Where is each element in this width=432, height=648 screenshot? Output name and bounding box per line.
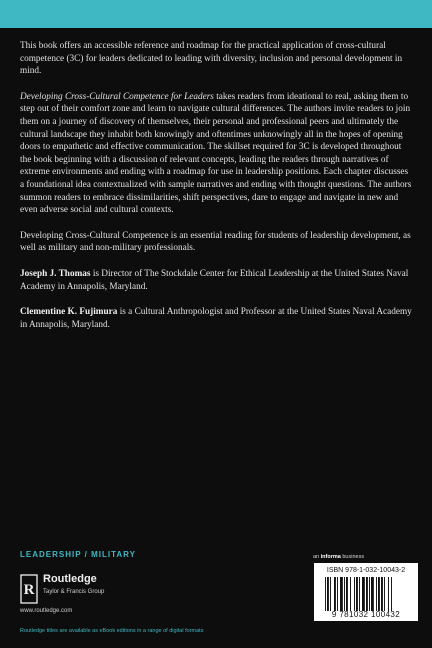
publisher-url: www.routledge.com xyxy=(20,608,73,614)
barcode-bar xyxy=(327,577,329,611)
isbn-number: ISBN 978-1-032-10043-2 xyxy=(326,567,406,574)
barcode-bar xyxy=(325,577,326,611)
informa-suffix: business xyxy=(340,554,365,560)
publisher-name: Routledge xyxy=(43,573,97,585)
barcode-bar xyxy=(346,577,348,611)
barcode-bar xyxy=(362,577,365,611)
publisher-subname: Taylor & Francis Group xyxy=(43,589,105,595)
routledge-logo-icon xyxy=(20,574,38,604)
description-paragraph-2-text: takes readers from ideational to real, asking them to step out of their comfort zone and learn to navigate cultural differences. The authors invite readers to join them on a journey of discovery of themselves, their personal and professional peers and ultimately the cultural landscape they inhabit both knowingly and oftentimes unknowingly all in the hopes of opening doors to empathetic and effective communication. The skillset required for 3C is developed throughout the book beginning with a discussion of relevant concepts, leading the readers through narratives of extreme environments and ending with a roadmap for use in leadership positions. Each chapter discusses a foundational idea contextualized with sample narratives and ending with thought questions. The authors summon readers to embrace dissimilarities, shift perspectives, dare to engage and navigate in new and even adverse social and cultural contexts. xyxy=(20,91,412,216)
barcode-bar xyxy=(344,577,345,611)
publisher-block xyxy=(20,572,220,612)
barcode-bar xyxy=(356,577,358,611)
barcode-bar xyxy=(391,577,392,611)
author-bio-2 xyxy=(20,306,414,331)
barcode-bar xyxy=(330,577,331,611)
ebook-note: Routledge titles are available as eBook editions in a range of digital formats xyxy=(20,628,204,634)
isbn-barcode xyxy=(314,563,418,621)
svg-text:R: R xyxy=(23,582,35,598)
informa-prefix: an xyxy=(313,554,321,560)
author-bio-2-text: is a Cultural Anthropologist and Professor at the United States Naval Academy in Annapolis, Maryland. xyxy=(20,307,412,330)
barcode-bar xyxy=(337,577,338,611)
author-bio-1-text: is Director of The Stockdale Center for Ethical Leadership at the United States Naval Academy in Annapolis, Maryland. xyxy=(20,268,409,292)
author-bio-1 xyxy=(20,268,414,293)
barcode-bar xyxy=(359,577,360,611)
barcode-bar xyxy=(388,577,389,611)
barcode-bar xyxy=(384,577,385,611)
barcode-digits: 9 781032 100432 xyxy=(331,610,401,619)
barcode-icon xyxy=(325,577,409,611)
barcode-bar xyxy=(376,577,377,611)
book-title-italic: Developing Cross-Cultural Competence for Leaders xyxy=(20,91,214,102)
informa-brand: informa xyxy=(320,554,341,560)
barcode-bar xyxy=(354,577,355,611)
description-paragraph-1: This book offers an accessible reference and roadmap for the practical application of cross-cultural competence (3C) for leaders dedicated to leading with diversity, inclusion and personal development in mind. xyxy=(20,41,403,77)
back-cover-text xyxy=(20,40,414,344)
description-paragraph-3: Developing Cross-Cultural Competence is an essential reading for students of leadership development, as well as military and non-military professionals. xyxy=(20,230,411,254)
description-paragraph-2 xyxy=(20,91,414,217)
top-accent-band xyxy=(0,0,432,28)
barcode-bar xyxy=(350,577,351,611)
barcode-bar xyxy=(378,577,380,611)
author-name-2: Clementine K. Fujimura xyxy=(20,307,118,318)
barcode-bar xyxy=(371,577,374,611)
barcode-bar xyxy=(369,577,370,611)
informa-business-tag xyxy=(313,554,364,560)
subject-category: LEADERSHIP / MILITARY xyxy=(20,550,136,559)
author-name-1: Joseph J. Thomas xyxy=(20,268,91,279)
barcode-bar xyxy=(381,577,383,611)
barcode-bar xyxy=(334,577,336,611)
barcode-bar xyxy=(366,577,368,611)
barcode-bar xyxy=(340,577,343,611)
